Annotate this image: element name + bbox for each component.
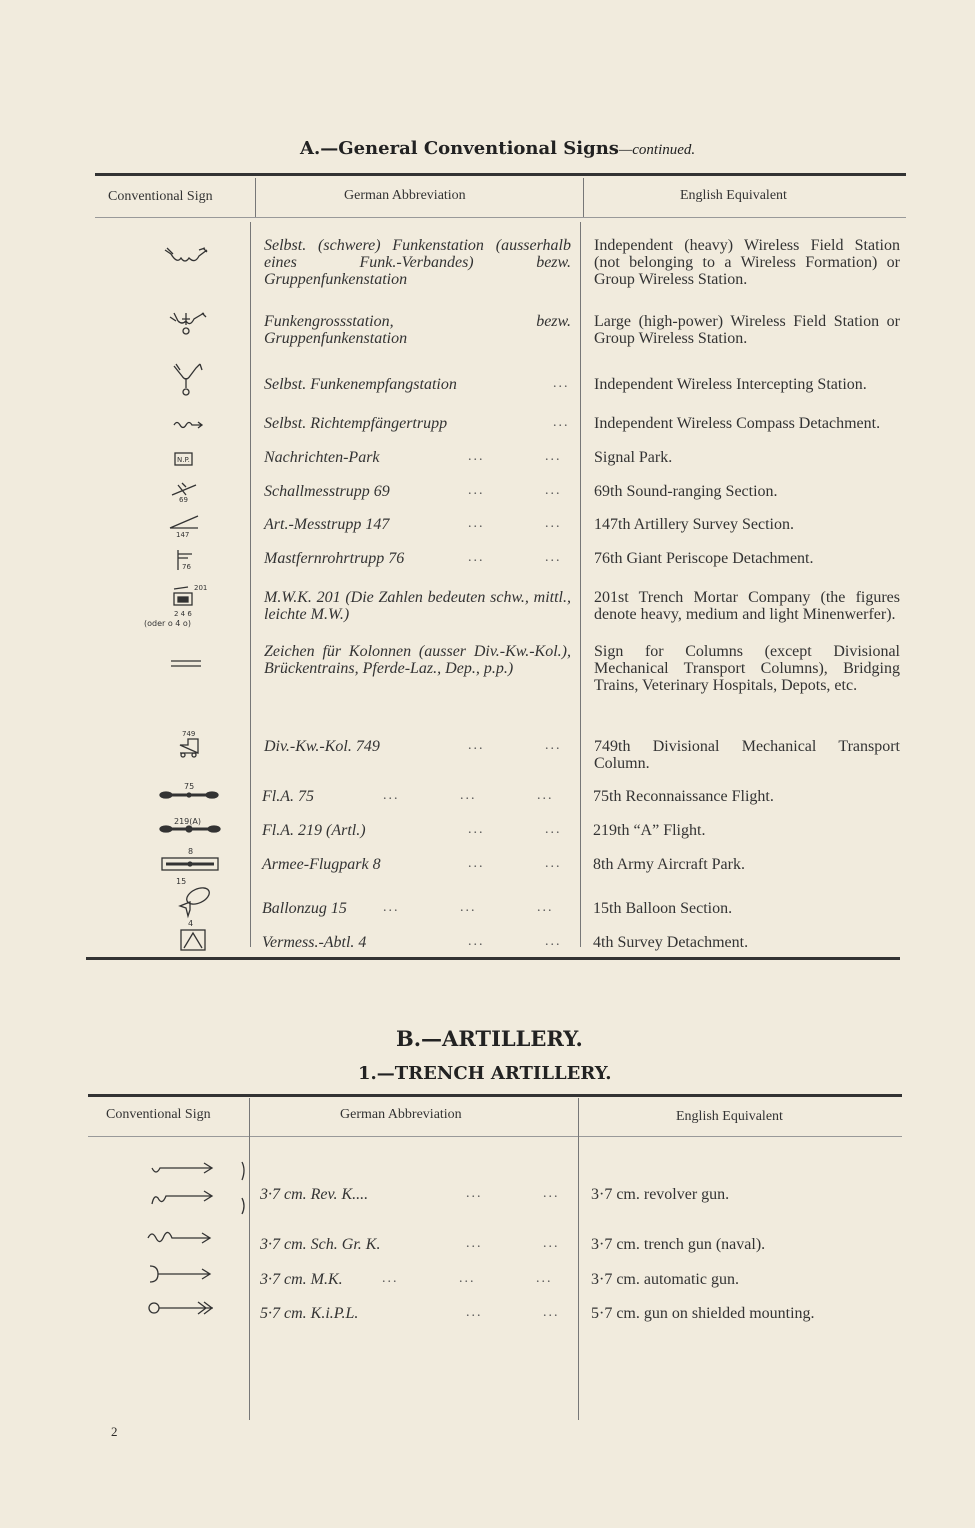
large-wireless-station-icon <box>168 311 212 339</box>
table-a-header-sign: Conventional Sign <box>108 189 213 204</box>
b-row-3-english: 5·7 cm. gun on shielded mounting. <box>591 1305 815 1322</box>
mortar-alt-figures: (oder o 4 o) <box>144 619 191 628</box>
signal-park-icon <box>174 452 194 466</box>
mortar-number: 201 <box>194 584 208 592</box>
table-b-header-rule <box>88 1136 902 1137</box>
b-row-0-english: 3·7 cm. revolver gun. <box>591 1186 730 1203</box>
table-a-top-rule <box>95 173 906 176</box>
row-14-dots: ... ... ... <box>383 900 554 915</box>
b-row-1-dots: ... ... <box>466 1236 560 1251</box>
row-7-english: 76th Giant Periscope Detachment. <box>594 550 814 567</box>
b-row-3-german: 5·7 cm. K.i.P.L. <box>260 1305 359 1322</box>
table-a-body-divider-2 <box>580 222 581 947</box>
shielded-gun-icon <box>146 1298 220 1318</box>
artillery-survey-icon <box>168 512 202 538</box>
row-6-dots: ... ... <box>468 516 562 531</box>
row-7-dots: ... ... <box>468 550 562 565</box>
table-b-top-rule <box>88 1094 902 1097</box>
page-number: 2 <box>111 1424 118 1439</box>
table-b-col-divider-2 <box>578 1098 579 1420</box>
section-a-title-suffix: —continued. <box>618 142 696 158</box>
row-10-german: Div.-Kw.-Kol. 749 <box>264 738 380 755</box>
periscope-number: 76 <box>182 563 191 571</box>
b-row-0-dots: ... ... <box>466 1186 560 1201</box>
b-row-3-dots: ... ... <box>466 1305 560 1320</box>
row-12-english: 219th “A” Flight. <box>593 822 706 839</box>
survey-number: 4 <box>188 919 194 928</box>
row-15-german: Vermess.-Abtl. 4 <box>262 934 367 951</box>
flight-75-number: 75 <box>184 782 195 791</box>
balloon-section-icon <box>174 876 214 916</box>
aircraft-park-number: 8 <box>188 847 194 856</box>
table-b-header-sign: Conventional Sign <box>106 1107 211 1122</box>
row-10-english: 749th Divisional Mechanical Transport Column. <box>594 738 900 772</box>
table-a-body-divider-1 <box>250 222 251 947</box>
mechanical-transport-column-icon <box>174 729 204 759</box>
row-3-german: Selbst. Richtempfängertrupp <box>264 415 448 432</box>
army-aircraft-park-icon <box>160 846 222 874</box>
signal-park-label: N.P. <box>177 456 190 464</box>
row-4-english: Signal Park. <box>594 449 673 466</box>
row-14-english: 15th Balloon Section. <box>593 900 733 917</box>
row-1-english: Large (high-power) Wireless Field Station or Group Wireless Station. <box>594 313 900 347</box>
wireless-compass-detachment-icon <box>172 418 206 432</box>
table-a-header-rule <box>95 217 906 218</box>
mortar-figures: 2 4 6 <box>174 610 192 618</box>
row-12-dots: ... ... <box>468 822 562 837</box>
row-5-german: Schallmesstrupp 69 <box>264 483 390 500</box>
survey-detachment-icon <box>178 918 208 952</box>
row-4-german: Nachrichten-Park <box>264 449 380 466</box>
row-8-german: M.W.K. 201 (Die Zahlen bedeuten schw., mittl., leichte M.W.) <box>264 589 571 623</box>
row-5-dots: ... ... <box>468 483 562 498</box>
giant-periscope-icon <box>176 548 202 572</box>
row-5-english: 69th Sound-ranging Section. <box>594 483 778 500</box>
sound-ranging-icon <box>170 479 200 503</box>
section-a-title <box>300 138 695 159</box>
column-sign-icon <box>170 659 202 669</box>
revolver-gun-icon <box>148 1160 250 1220</box>
table-b-header-german: German Abbreviation <box>340 1107 462 1122</box>
trench-gun-naval-icon <box>146 1228 216 1248</box>
b-row-0-german: 3·7 cm. Rev. K.... <box>260 1186 369 1203</box>
table-a-bottom-rule <box>86 957 900 960</box>
table-a-col-divider-2 <box>583 178 584 217</box>
balloon-number: 15 <box>176 877 187 886</box>
row-0-german: Selbst. (schwere) Funkenstation (ausserhalb eines Funk.-Verbandes) bezw. Gruppenfunkenstation <box>264 237 571 288</box>
b-row-2-dots: ... ... ... <box>382 1271 553 1286</box>
row-6-german: Art.-Messtrupp 147 <box>264 516 390 533</box>
row-9-german: Zeichen für Kolonnen (ausser Div.-Kw.-Kol.), Brückentrains, Pferde-Laz., Dep., p.p.) <box>264 643 571 677</box>
row-2-german: Selbst. Funkenempfangstation <box>264 376 457 393</box>
section-b-title: B.—ARTILLERY. <box>396 1026 583 1051</box>
mt-column-number: 749 <box>182 730 196 738</box>
b-row-2-german: 3·7 cm. M.K. <box>260 1271 343 1288</box>
flight-219-number: 219(A) <box>174 817 201 826</box>
row-13-german: Armee-Flugpark 8 <box>262 856 381 873</box>
table-a-header-english: English Equivalent <box>680 188 787 203</box>
row-14-german: Ballonzug 15 <box>262 900 347 917</box>
row-2-english: Independent Wireless Intercepting Station. <box>594 376 867 393</box>
row-15-dots: ... ... <box>468 934 562 949</box>
artillery-flight-icon <box>158 815 224 835</box>
row-11-english: 75th Reconnaissance Flight. <box>593 788 774 805</box>
row-1-german: Funkengrossstation, bezw. Gruppenfunkenstation <box>264 313 571 347</box>
section-a-title-main: A.—General Conventional Signs <box>300 138 619 159</box>
wireless-intercepting-station-icon <box>172 362 208 398</box>
b-row-1-english: 3·7 cm. trench gun (naval). <box>591 1236 766 1253</box>
row-13-english: 8th Army Aircraft Park. <box>593 856 745 873</box>
table-a-col-divider-1 <box>255 178 256 217</box>
row-8-english: 201st Trench Mortar Company (the figures denote heavy, medium and light Minenwerfer). <box>594 589 900 623</box>
trench-mortar-company-icon <box>140 583 220 629</box>
artillery-survey-number: 147 <box>176 531 190 539</box>
sound-ranging-number: 69 <box>179 496 188 504</box>
section-b-subtitle: 1.—TRENCH ARTILLERY. <box>358 1063 612 1084</box>
row-7-german: Mastfernrohrtrupp 76 <box>264 550 405 567</box>
independent-heavy-wireless-station-icon <box>163 246 213 270</box>
automatic-gun-icon <box>146 1264 216 1284</box>
row-3-english: Independent Wireless Compass Detachment. <box>594 415 881 432</box>
b-row-1-german: 3·7 cm. Sch. Gr. K. <box>260 1236 381 1253</box>
b-row-2-english: 3·7 cm. automatic gun. <box>591 1271 739 1288</box>
row-6-english: 147th Artillery Survey Section. <box>594 516 794 533</box>
row-10-dots: ... ... <box>468 738 562 753</box>
row-15-english: 4th Survey Detachment. <box>593 934 749 951</box>
row-4-dots: ... ... <box>468 449 562 464</box>
row-12-german: Fl.A. 219 (Artl.) <box>262 822 366 839</box>
table-b-col-divider-1 <box>249 1098 250 1420</box>
row-0-english-text: Independent (heavy) Wireless Field Station (not belonging to a Wireless Formation) or Group Wireless Station. <box>594 237 900 288</box>
reconnaissance-flight-icon <box>158 781 220 801</box>
row-9-english: Sign for Columns (except Divisional Mechanical Transport Columns), Bridging Trains, Veterinary Hospitals, Depots, etc. <box>594 643 900 694</box>
row-2-dots: ... <box>553 376 570 391</box>
table-b-header-english: English Equivalent <box>676 1109 783 1124</box>
row-0-english <box>594 237 900 288</box>
row-11-german: Fl.A. 75 <box>262 788 314 805</box>
row-11-dots: ... ... ... <box>383 788 554 803</box>
row-13-dots: ... ... <box>468 856 562 871</box>
row-3-dots: ... <box>553 415 570 430</box>
table-a-header-german: German Abbreviation <box>344 188 466 203</box>
